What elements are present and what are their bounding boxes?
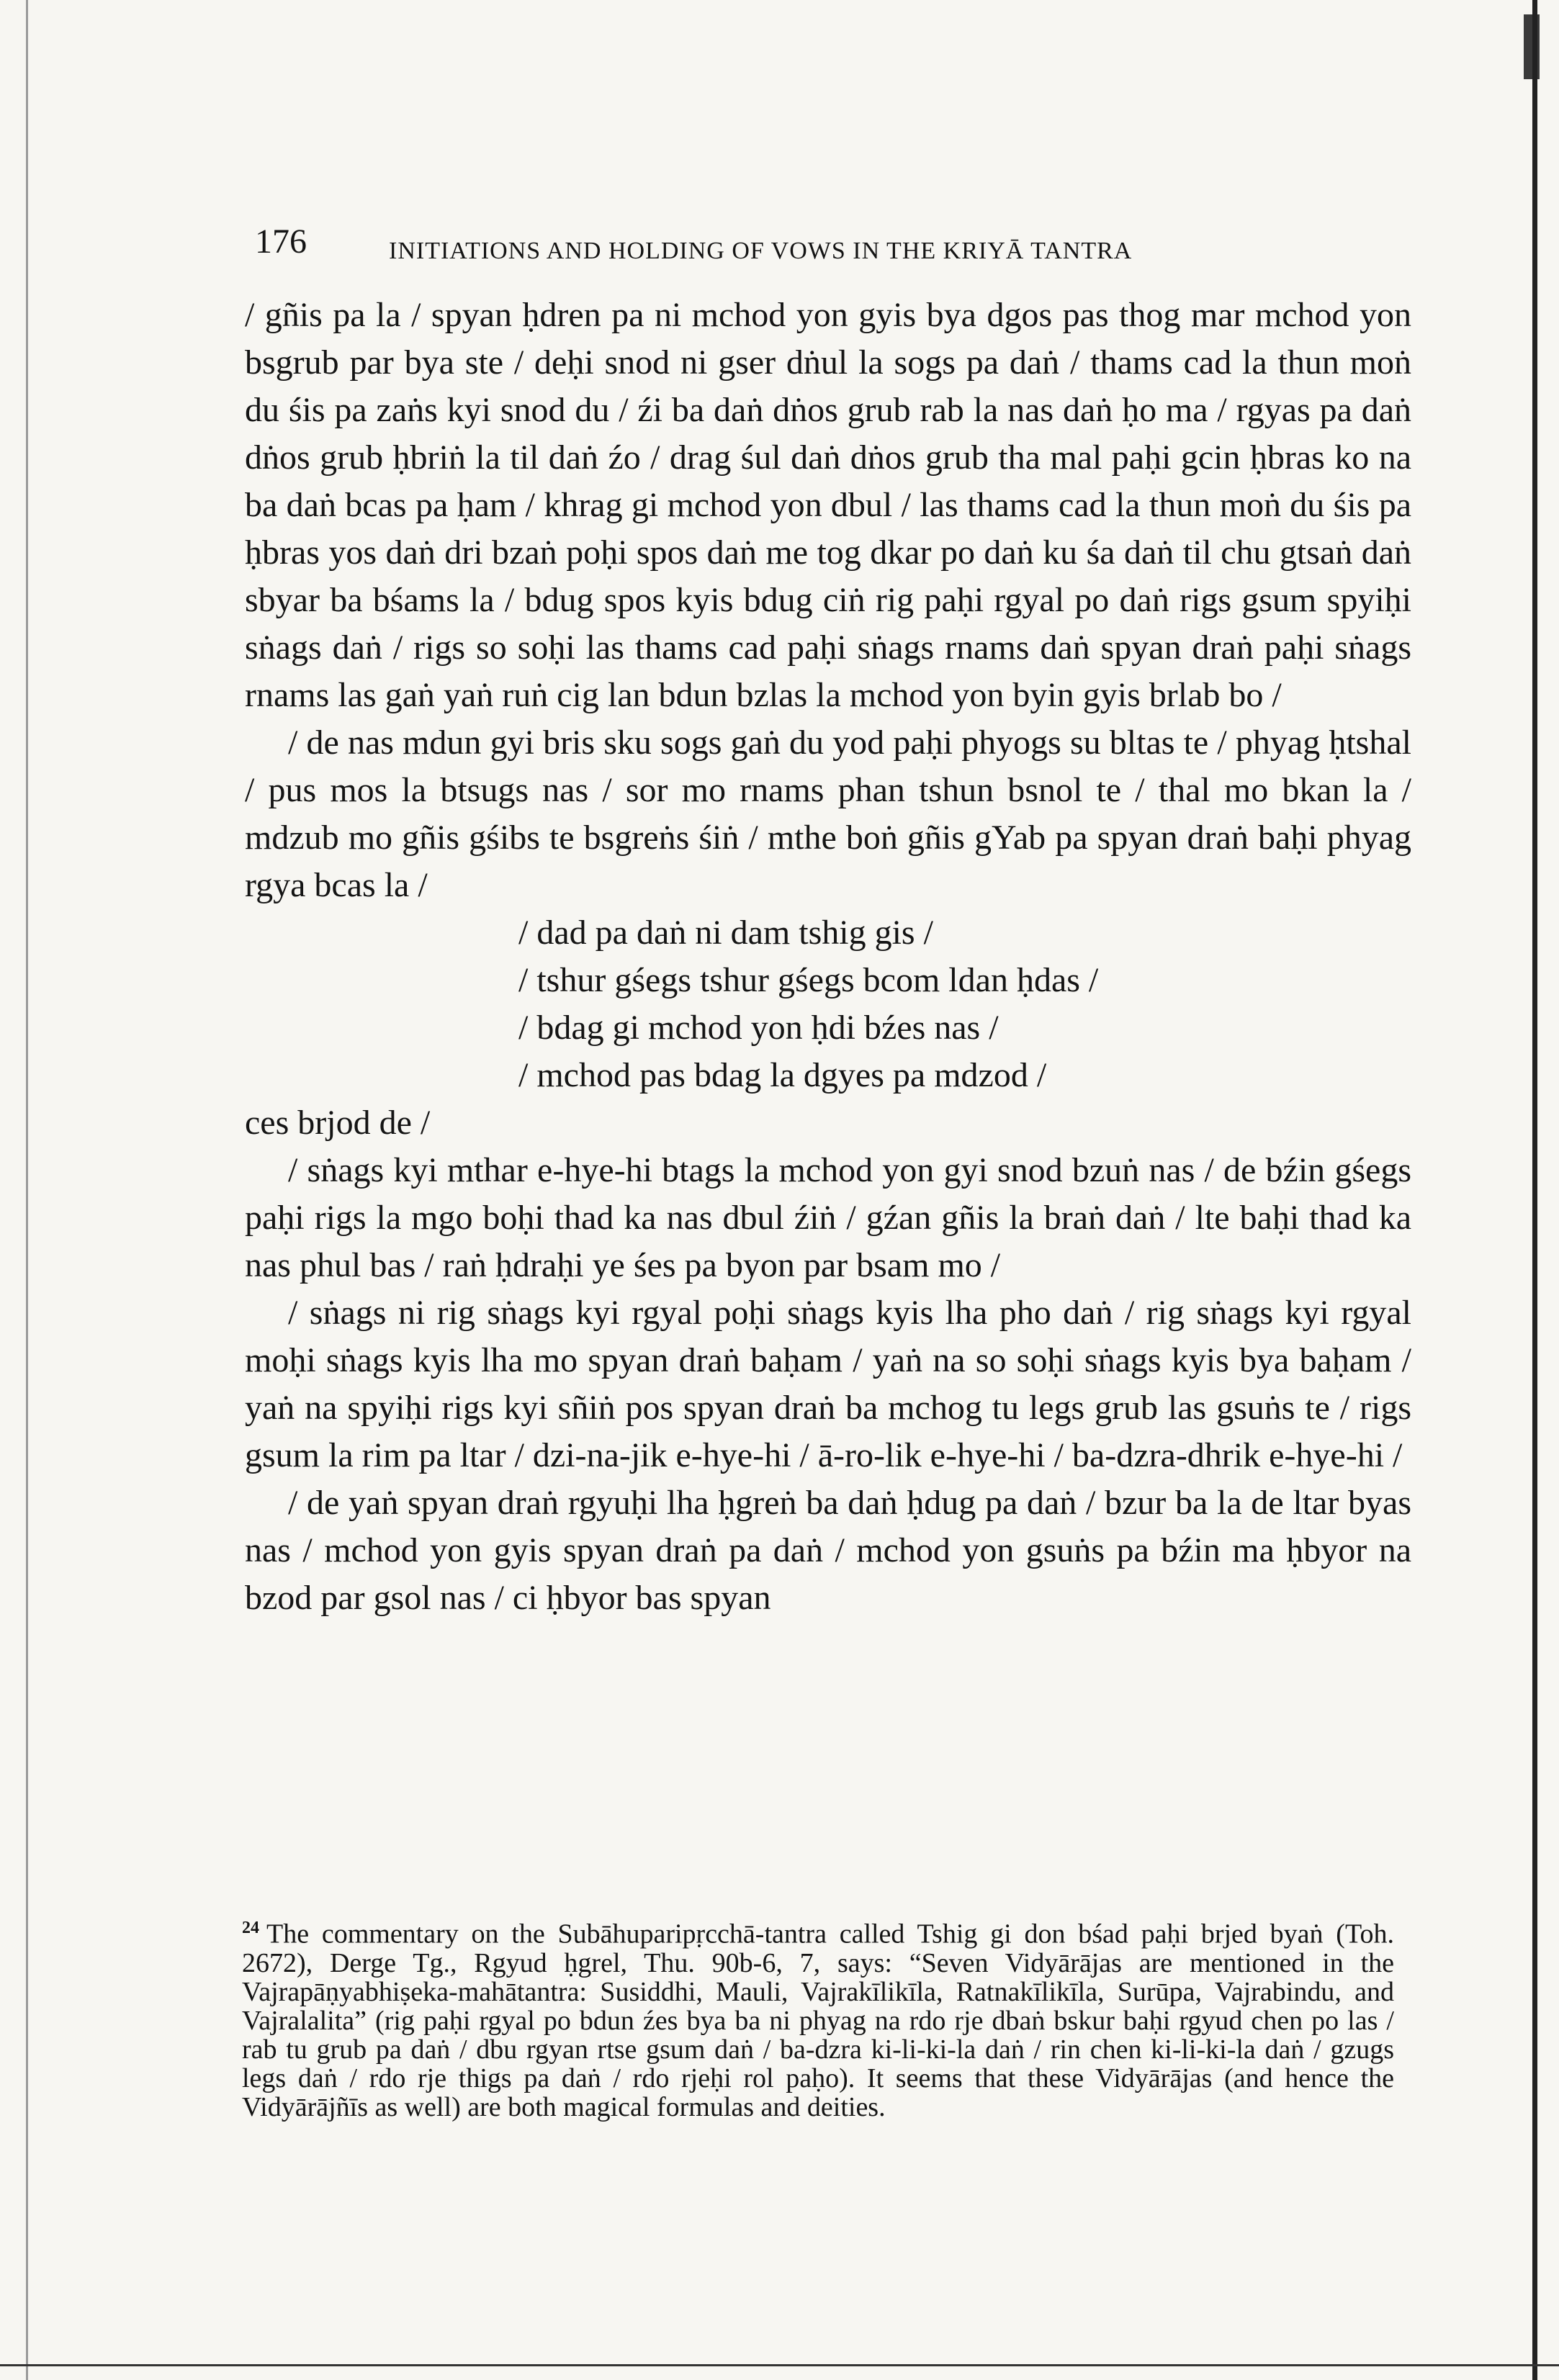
verse-line-4: / mchod pas bdag la dgyes pa mdzod / [518,1056,1047,1094]
paragraph-3: / sṅags kyi mthar e-hye-hi btags la mchod yon gyi snod bzuṅ nas / de bźin gśegs paḥi rigs la mgo boḥi thad ka nas dbul źiṅ / gźan gñis la braṅ daṅ / lte baḥi thad ka nas phul bas / raṅ ḥdraḥi ye śes pa byon par bsam mo / [245,1151,1411,1284]
verse-block [245,909,1411,1099]
footnote-marker: 24 [242,1919,259,1937]
scan-right-edge [1532,0,1537,2380]
scan-bottom-edge [0,2364,1559,2366]
verse-line-1: / dad pa daṅ ni dam tshig gis / [518,914,933,952]
paragraph-5: / de yaṅ spyan draṅ rgyuḥi lha ḥgreṅ ba daṅ ḥdug pa daṅ / bzur ba la de ltar byas nas / mchod yon gyis spyan draṅ pa daṅ / mchod yon gsuṅs pa bźin ma ḥbyor na bzod par gsol nas / ci ḥbyor bas spyan [245,1484,1411,1617]
verse-line-2: / tshur gśegs tshur gśegs bcom ldan ḥdas / [518,961,1099,999]
footnote-text: The commentary on the Subāhuparipṛcchā-tantra called Tshig gi don bśad paḥi brjed byaṅ (Toh. 2672), Derge Tg., Rgyud ḥgrel, Thu. 90b-6, 7, says: “Seven Vidyārājas are mentioned in the Vajrapāṇyabhiṣeka-mahātantra: Susiddhi, Mauli, Vajrakīlikīla, Ratnakīlikīla, Surūpa, Vajrabindu, and Vajralalita” (rig paḥi rgyal po bdun źes bya ba ni phyag na rdo rje dbaṅ bskur baḥi rgyud chen po las / rab tu grub pa daṅ / dbu rgyan rtse gsum daṅ / ba-dzra ki-li-ki-la daṅ / rin chen ki-li-ki-la daṅ / gzugs legs daṅ / rdo rje thigs pa daṅ / rdo rjeḥi rol paḥo). It seems that these Vidyārājas (and hence the Vidyārājñīs as well) are both magical formulas and deities. [242,1919,1394,2122]
paragraph-4: / sṅags ni rig sṅags kyi rgyal poḥi sṅags kyis lha pho daṅ / rig sṅags kyi rgyal moḥi sṅags kyis lha mo spyan draṅ baḥam / yaṅ na so soḥi sṅags kyis bya baḥam / yaṅ na spyiḥi rigs kyi sñiṅ pos spyan draṅ ba mchog tu legs grub las gsuṅs te / rigs gsum la rim pa ltar / dzi-na-jik e-hye-hi / ā-ro-lik e-hye-hi / ba-dzra-dhrik e-hye-hi / [245,1294,1411,1474]
page-header [255,222,1378,272]
footnote [242,1914,1394,2122]
paragraph-1: / gñis pa la / spyan ḥdren pa ni mchod yon gyis bya dgos pas thog mar mchod yon bsgrub par bya ste / deḥi snod ni gser dṅul la sogs pa daṅ / thams cad la thun moṅ du śis pa zaṅs kyi snod du / źi ba daṅ dṅos grub rab la nas daṅ ḥo ma / rgyas pa daṅ dṅos grub ḥbriṅ la til daṅ źo / drag śul daṅ dṅos grub tha mal paḥi gcin ḥbras ko na ba daṅ bcas pa ḥam / khrag gi mchod yon dbul / las thams cad la thun moṅ du śis pa ḥbras yos daṅ dri bzaṅ poḥi spos daṅ me tog dkar po daṅ ku śa daṅ til chu gtsaṅ daṅ sbyar ba bśams la / bdug spos kyis bdug ciṅ rig paḥi rgyal po daṅ rigs gsum spyiḥi sṅags daṅ / rigs so soḥi las thams cad paḥi sṅags rnams daṅ spyan draṅ paḥi sṅags rnams las gaṅ yaṅ ruṅ cig lan bdun bzlas la mchod yon byin gyis brlab bo / [245,296,1411,714]
main-text [245,292,1411,1622]
verse-closing: ces brjod de / [245,1104,431,1142]
paragraph-2: / de nas mdun gyi bris sku sogs gaṅ du yod paḥi phyogs su bltas te / phyag ḥtshal / pus mos la btsugs nas / sor mo rnams phan tshun bsnol te / thal mo bkan la / mdzub mo gñis gśibs te bsgreṅs śiṅ / mthe boṅ gñis gYab pa spyan draṅ baḥi phyag rgya bcas la / [245,724,1411,904]
running-head: INITIATIONS AND HOLDING OF VOWS IN THE KRIYĀ TANTRA [389,238,1133,264]
scan-left-edge [26,0,28,2380]
page-number: 176 [255,222,307,261]
verse-line-3: / bdag gi mchod yon ḥdi bźes nas / [518,1009,999,1047]
